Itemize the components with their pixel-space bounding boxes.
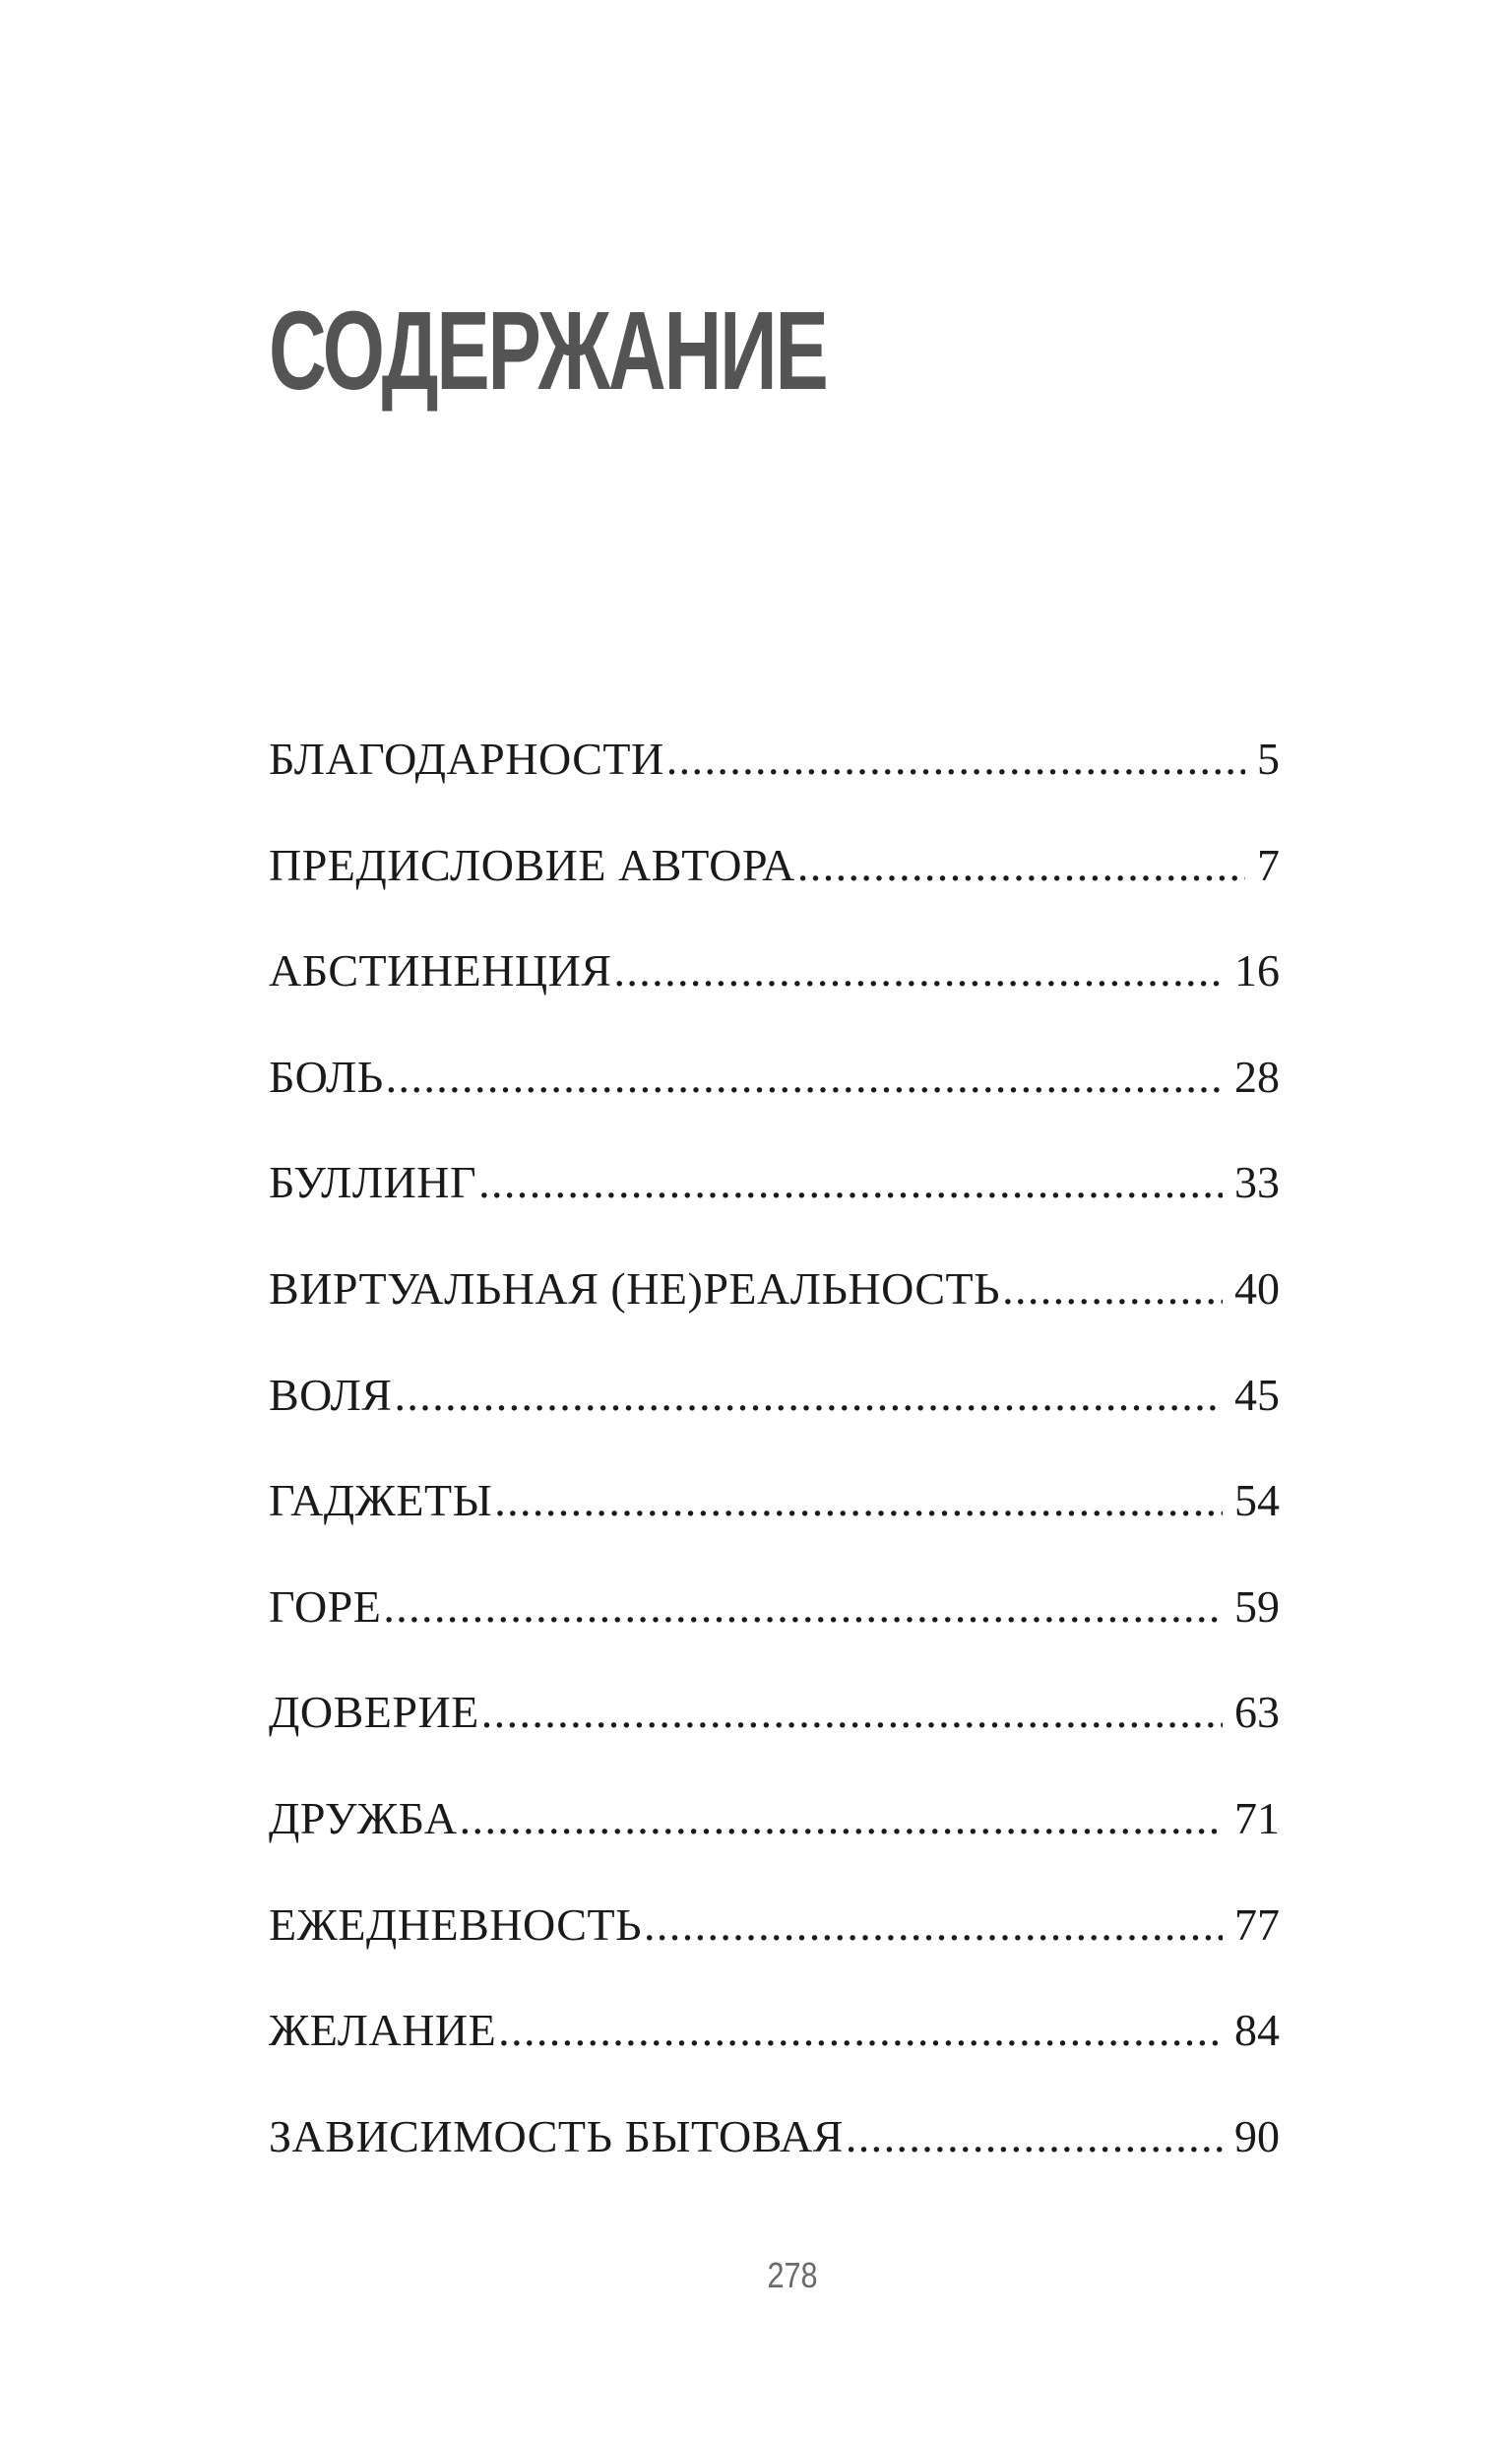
- toc-entry-title: ДОВЕРИЕ: [269, 1687, 479, 1738]
- table-of-contents: [269, 734, 1280, 2219]
- toc-entry[interactable]: [269, 2110, 1280, 2220]
- toc-entry-page: 90: [1234, 2110, 1280, 2161]
- toc-entry[interactable]: [269, 1687, 1280, 1796]
- toc-entry-page: 71: [1234, 1792, 1280, 1843]
- toc-dot-leader: [383, 1584, 1223, 1630]
- toc-entry-page: 54: [1234, 1475, 1280, 1526]
- toc-entry-page: 5: [1257, 734, 1280, 784]
- toc-entry-page: 59: [1234, 1580, 1280, 1632]
- toc-entry[interactable]: [269, 1051, 1280, 1161]
- toc-entry-page: 33: [1234, 1157, 1280, 1208]
- toc-dot-leader: [395, 1373, 1224, 1418]
- toc-dot-leader: [386, 1055, 1223, 1100]
- toc-entry-title: ВИРТУАЛЬНАЯ (НЕ)РЕАЛЬНОСТЬ: [269, 1262, 1001, 1314]
- toc-dot-leader: [494, 1478, 1223, 1523]
- toc-entry-page: 84: [1234, 2005, 1280, 2056]
- toc-entry-page: 28: [1234, 1051, 1280, 1102]
- toc-dot-leader: [481, 1690, 1223, 1735]
- toc-entry[interactable]: [269, 1262, 1280, 1373]
- toc-entry[interactable]: [269, 1792, 1280, 1902]
- toc-entry-page: 63: [1234, 1687, 1280, 1738]
- toc-dot-leader: [460, 1796, 1223, 1841]
- toc-entry[interactable]: [269, 839, 1280, 949]
- toc-entry-title: ЗАВИСИМОСТЬ БЫТОВАЯ: [269, 2110, 844, 2161]
- toc-entry-page: 16: [1234, 945, 1280, 996]
- toc-entry-title: БУЛЛИНГ: [269, 1157, 477, 1208]
- toc-entry-title: ПРЕДИСЛОВИЕ АВТОРА: [269, 839, 795, 890]
- toc-dot-leader: [644, 1902, 1223, 1948]
- toc-entry[interactable]: [269, 1898, 1280, 2009]
- toc-dot-leader: [498, 2008, 1223, 2053]
- toc-entry-page: 77: [1234, 1898, 1280, 1950]
- toc-entry-page: 7: [1257, 839, 1280, 890]
- toc-dot-leader: [846, 2114, 1223, 2159]
- toc-dot-leader: [478, 1160, 1223, 1205]
- toc-entry[interactable]: [269, 734, 1280, 843]
- toc-dot-leader: [1002, 1266, 1223, 1312]
- page-title: СОДЕРЖАНИЕ: [269, 289, 827, 413]
- toc-entry-page: 45: [1234, 1369, 1280, 1420]
- toc-dot-leader: [666, 737, 1245, 782]
- toc-entry[interactable]: [269, 945, 1280, 1055]
- toc-entry[interactable]: [269, 1369, 1280, 1479]
- toc-entry-page: 40: [1234, 1262, 1280, 1314]
- toc-entry-title: БОЛЬ: [269, 1051, 384, 1102]
- toc-entry-title: ВОЛЯ: [269, 1369, 393, 1420]
- toc-entry-title: АБСТИНЕНЦИЯ: [269, 945, 612, 996]
- toc-entry[interactable]: [269, 1157, 1280, 1266]
- toc-dot-leader: [797, 843, 1245, 888]
- toc-entry[interactable]: [269, 1475, 1280, 1584]
- toc-dot-leader: [613, 948, 1223, 994]
- toc-entry-title: ЕЖЕДНЕВНОСТЬ: [269, 1898, 642, 1950]
- toc-entry-title: БЛАГОДАРНОСТИ: [269, 734, 664, 784]
- toc-entry-title: ГАДЖЕТЫ: [269, 1475, 493, 1526]
- toc-entry-title: ГОРЕ: [269, 1580, 382, 1632]
- page-number: 278: [767, 2255, 818, 2295]
- toc-entry[interactable]: [269, 2005, 1280, 2114]
- toc-entry-title: ДРУЖБА: [269, 1792, 458, 1843]
- toc-entry-title: ЖЕЛАНИЕ: [269, 2005, 497, 2056]
- toc-entry[interactable]: [269, 1580, 1280, 1691]
